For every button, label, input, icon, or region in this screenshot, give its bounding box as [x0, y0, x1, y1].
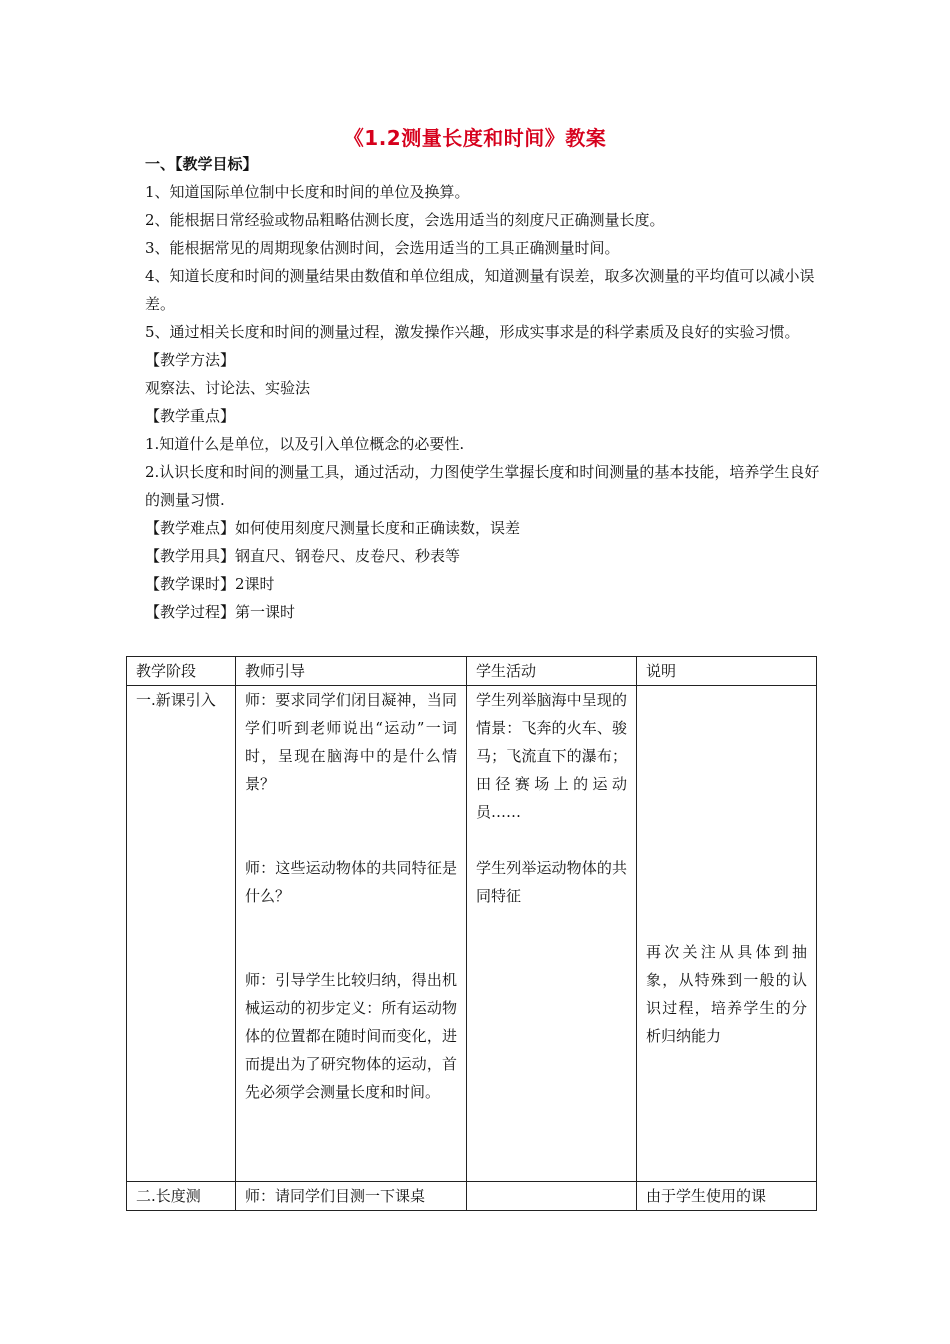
- note-paragraph: 再次关注从具体到抽象，从特殊到一般的认识过程，培养学生的分析归纳能力: [646, 943, 807, 1045]
- stage-text: 一.新课引入: [136, 691, 216, 709]
- section-heading-methods: 【教学方法】: [145, 351, 236, 369]
- teacher-paragraph: 师：引导学生比较归纳，得出机械运动的初步定义：所有运动物体的位置都在随时间而变化，进而提出为了研究物体的运动，首先必须学会测量长度和时间。: [245, 971, 457, 1101]
- note-cell: [637, 1182, 817, 1211]
- objective-item: 3、能根据常见的周期现象估测时间，会选用适当的工具正确测量时间。: [145, 239, 620, 257]
- teacher-cell: [236, 686, 467, 1182]
- table-row: [127, 1182, 817, 1211]
- teacher-cell: [236, 1182, 467, 1211]
- lesson-plan-table: [126, 656, 817, 1211]
- table-header-cell: 说明: [637, 657, 817, 686]
- section-heading-objectives: 一、【教学目标】: [145, 155, 258, 173]
- stage-text: 二.长度测: [136, 1187, 201, 1205]
- table-row: [127, 686, 817, 1182]
- teacher-paragraph: 师：请同学们目测一下课桌: [245, 1187, 426, 1205]
- student-cell: [467, 686, 637, 1182]
- note-paragraph: 由于学生使用的课: [646, 1187, 767, 1205]
- note-cell: [637, 686, 817, 1182]
- key-point-item: 1.知道什么是单位，以及引入单位概念的必要性.: [145, 435, 465, 453]
- objective-item: 5、通过相关长度和时间的测量过程，激发操作兴趣，形成实事求是的科学素质及良好的实验习惯。: [145, 323, 800, 341]
- document-title: 《1.2测量长度和时间》教案: [343, 126, 607, 150]
- objective-item: 4、知道长度和时间的测量结果由数值和单位组成，知道测量有误差，取多次测量的平均值可以减小误差。: [145, 267, 815, 313]
- hours-text: 【教学课时】2课时: [145, 575, 275, 593]
- methods-text: 观察法、讨论法、实验法: [145, 379, 311, 397]
- teacher-paragraph: 师：要求同学们闭目凝神，当同学们听到老师说出“运动”一词时，呈现在脑海中的是什么情景？: [245, 691, 457, 793]
- student-cell: [467, 1182, 637, 1211]
- stage-cell: [127, 686, 236, 1182]
- objective-item: 2、能根据日常经验或物品粗略估测长度，会选用适当的刻度尺正确测量长度。: [145, 211, 665, 229]
- tools-text: 【教学用具】钢直尺、钢卷尺、皮卷尺、秒表等: [145, 547, 461, 565]
- table-header-cell: 学生活动: [467, 657, 637, 686]
- objective-item: 1、知道国际单位制中长度和时间的单位及换算。: [145, 183, 470, 201]
- stage-cell: [127, 1182, 236, 1211]
- key-point-item: 2.认识长度和时间的测量工具，通过活动，力图使学生掌握长度和时间测量的基本技能，培养学生良好的测量习惯.: [145, 463, 820, 509]
- table-header-cell: 教师引导: [236, 657, 467, 686]
- student-paragraph: 学生列举运动物体的共同特征: [476, 859, 627, 905]
- table-header-cell: 教学阶段: [127, 657, 236, 686]
- process-text: 【教学过程】第一课时: [145, 603, 296, 621]
- table-header-row: [127, 657, 817, 686]
- difficulty-text: 【教学难点】如何使用刻度尺测量长度和正确读数，误差: [145, 519, 521, 537]
- student-paragraph: 学生列举脑海中呈现的情景：飞奔的火车、骏马；飞流直下的瀑布；田径赛场上的运动员……: [476, 691, 627, 821]
- document-body: [145, 150, 820, 626]
- teacher-paragraph: 师：这些运动物体的共同特征是什么？: [245, 859, 457, 905]
- section-heading-key-points: 【教学重点】: [145, 407, 236, 425]
